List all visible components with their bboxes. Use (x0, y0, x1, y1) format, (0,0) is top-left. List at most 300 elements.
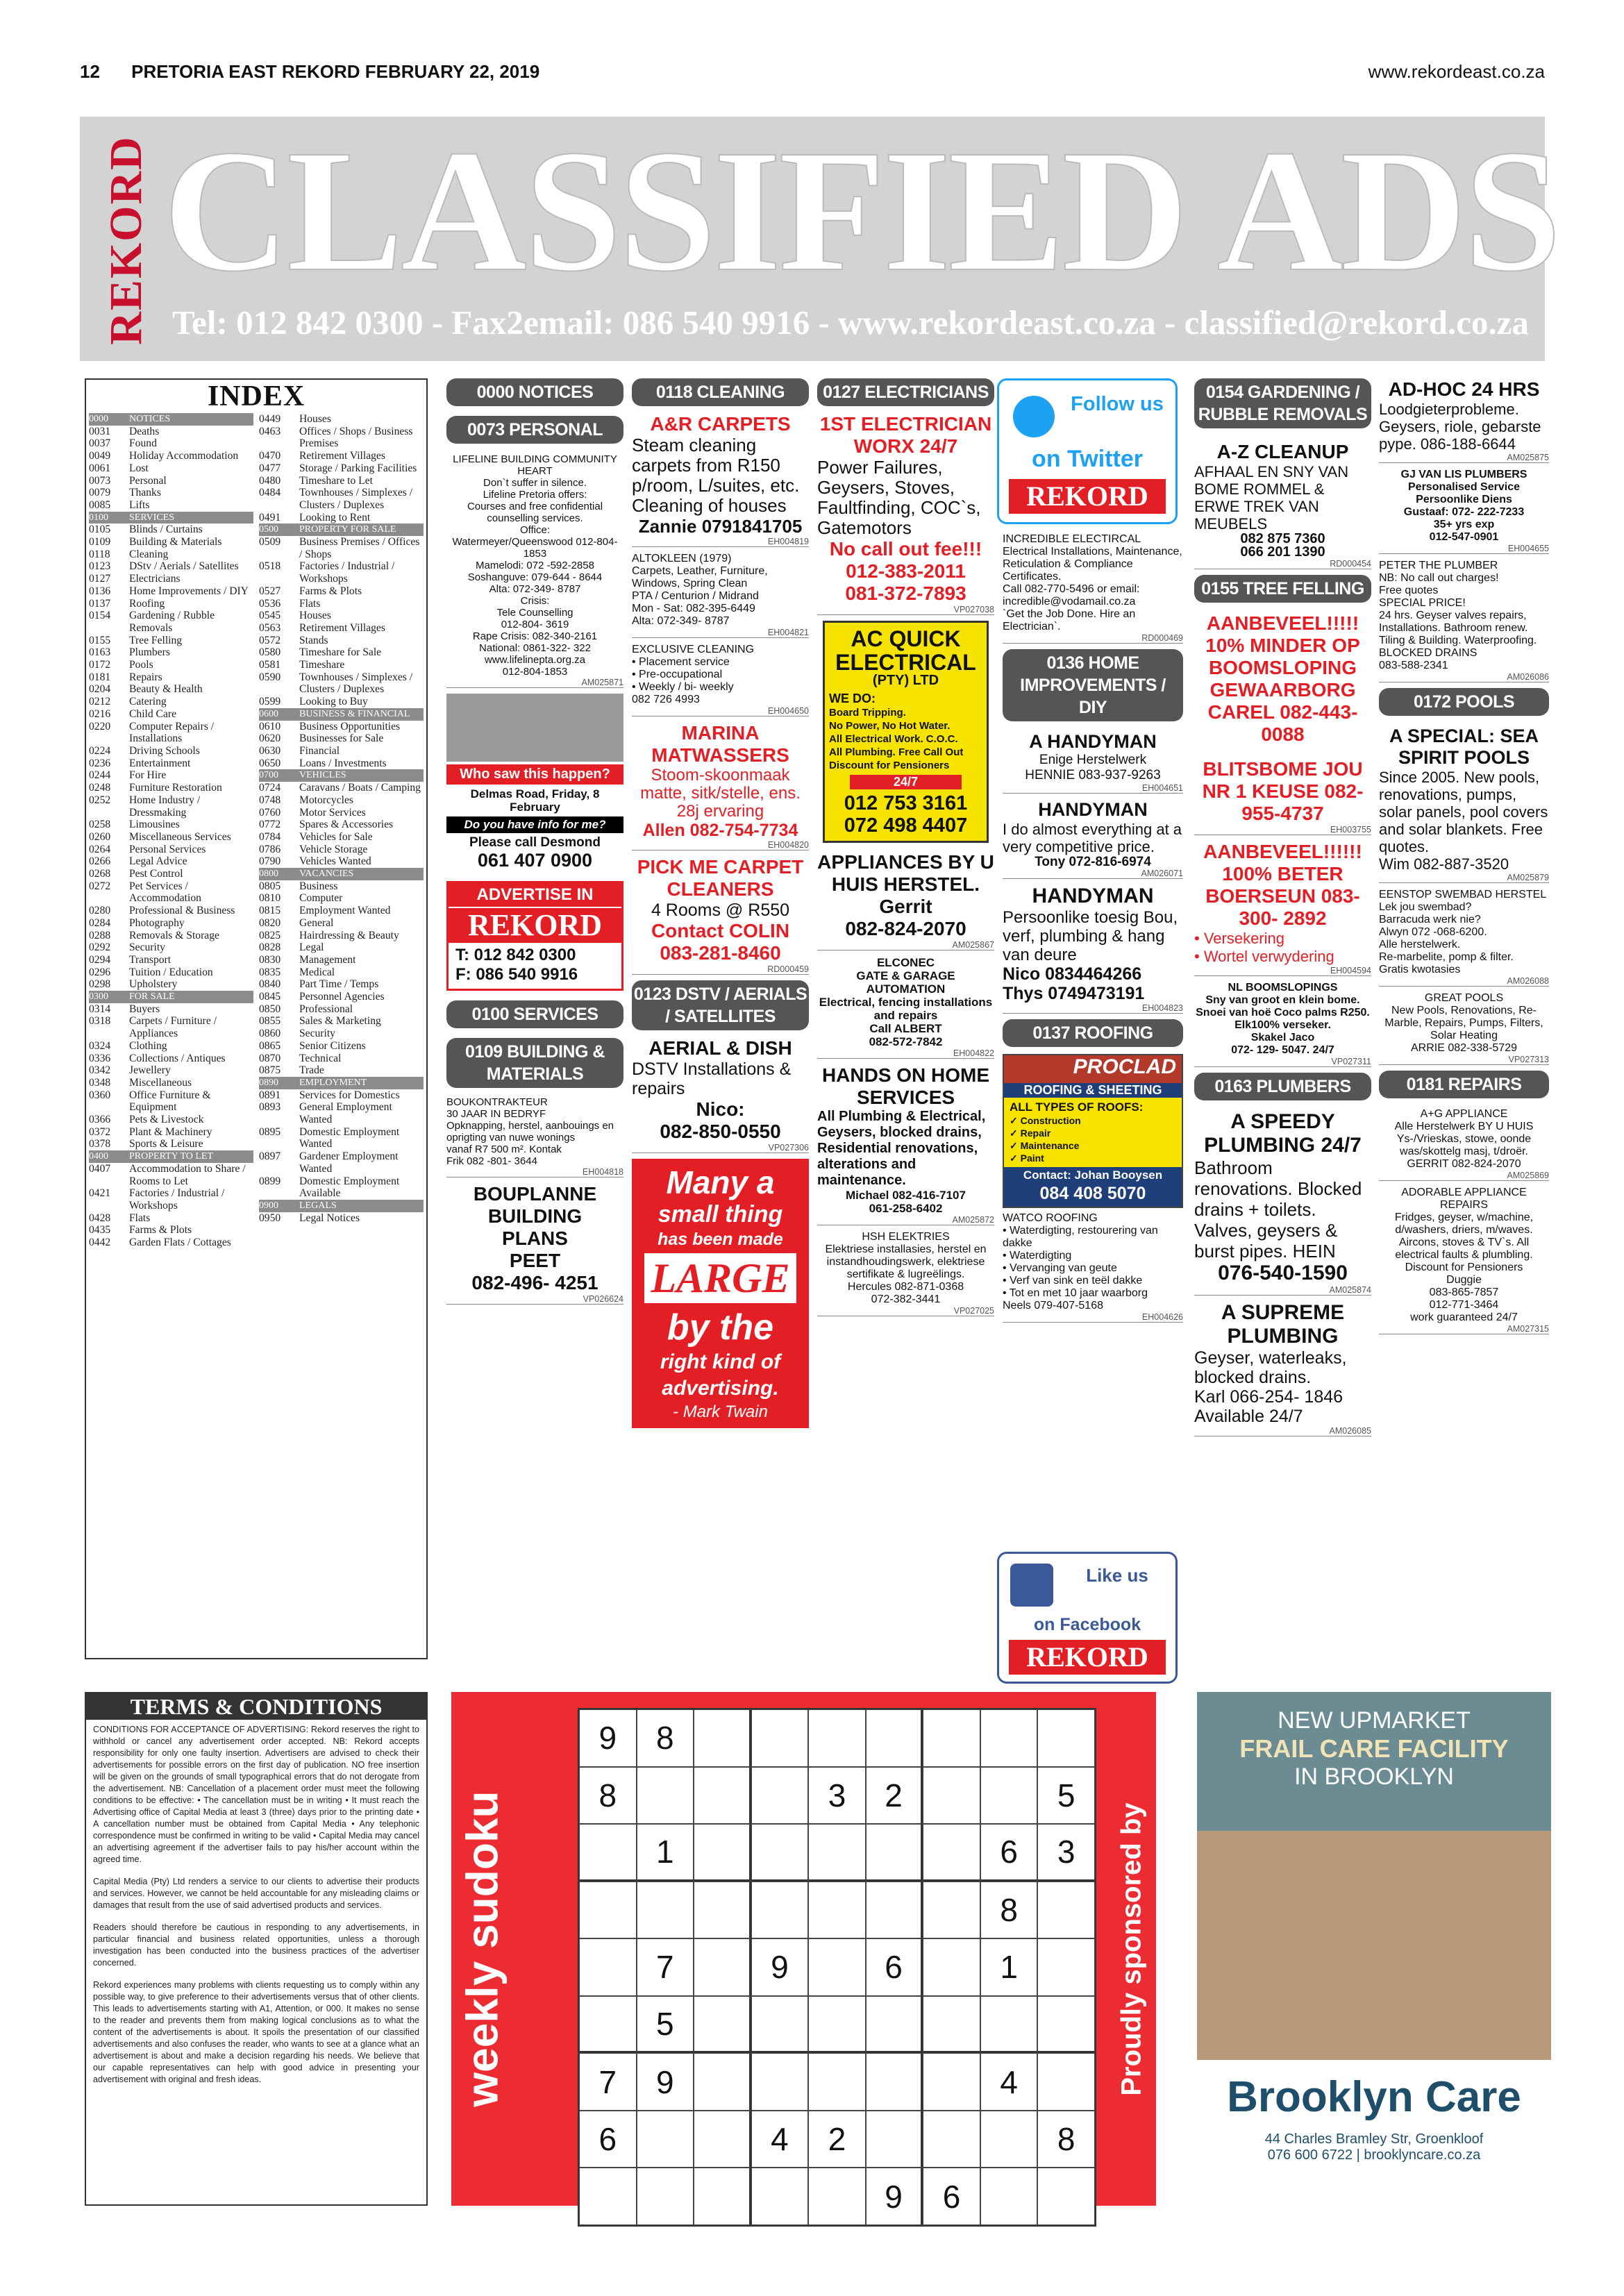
index-label: Trade (299, 1064, 324, 1077)
sudoku-cell[interactable]: 8 (1037, 2111, 1095, 2168)
index-row (259, 966, 424, 979)
sudoku-cell[interactable] (579, 1938, 637, 1996)
index-label: LEGALS (299, 1200, 337, 1211)
sudoku-cell[interactable] (694, 2053, 751, 2111)
index-code: 0860 (259, 1028, 281, 1040)
index-code: 0581 (259, 659, 281, 671)
sudoku-cell[interactable]: 8 (637, 1709, 694, 1767)
index-label: Catering (129, 696, 167, 708)
index-code: 0470 (259, 450, 281, 462)
a-handyman-title: A HANDYMAN (1029, 731, 1157, 752)
index-label: Miscellaneous Services (129, 830, 231, 843)
sudoku-cell[interactable]: 3 (808, 1767, 866, 1825)
sudoku-cell[interactable] (923, 1938, 980, 1996)
az-cleanup-title: A-Z CLEANUP (1216, 441, 1349, 462)
sudoku-cell[interactable] (808, 1996, 866, 2054)
index-label: Gardener Employment Wanted (299, 1150, 399, 1175)
sudoku-cell[interactable] (694, 1824, 751, 1882)
index-row (89, 1064, 253, 1077)
index-row (89, 721, 253, 745)
index-label: Part Time / Temps (299, 978, 379, 991)
index-code: 0372 (89, 1125, 111, 1138)
sudoku-cell[interactable] (923, 1767, 980, 1825)
index-label: Security (129, 941, 165, 954)
watco-ad: WATCO ROOFING • Waterdigting, restourering van dakke • Waterdigting • Vervanging van geute • Verf van sink en teël dakke • Tot en met 10 jaar waarborg Neels 079-407-5168 (1003, 1212, 1158, 1312)
adorable-ad: ADORABLE APPLIANCE REPAIRS Fridges, geyser, w/machine, d/washers, driers, m/waves. Aircons, stoves & TV`s. All electrical faults & plumbling. Discount for Pensioners Duggie 083-865-7857 012-771-3464 work guaranteed 24/7 (1394, 1187, 1534, 1323)
rekord-logo: REKORD (1009, 479, 1166, 514)
ad-code: VP027306 (632, 1143, 809, 1153)
index-code: 0123 (89, 560, 111, 573)
ad-code: VP027311 (1194, 1057, 1371, 1067)
index-code: 0136 (89, 585, 111, 597)
index-label: Retirement Villages (299, 621, 385, 634)
sudoku-cell[interactable]: 6 (866, 1938, 923, 1996)
follow-text: Follow us (1071, 393, 1164, 415)
index-row (259, 721, 424, 733)
section-header: 0109 BUILDING & MATERIALS (446, 1038, 623, 1088)
index-label: Security (299, 1028, 335, 1040)
index-label: Lifts (129, 498, 150, 511)
facebook-text: on Facebook (1033, 1615, 1141, 1634)
index-code: 0491 (259, 511, 281, 523)
ad-code: RD000459 (632, 964, 809, 975)
sudoku-grid (578, 1708, 1096, 2227)
ad-code: EH004822 (817, 1048, 994, 1059)
sudoku-cell[interactable]: 6 (980, 1824, 1038, 1882)
index-code: 0580 (259, 646, 281, 659)
column-electricians (817, 378, 994, 1322)
sudoku-cell[interactable] (694, 1767, 751, 1825)
sudoku-cell[interactable]: 2 (808, 2111, 866, 2168)
twain-quote (632, 1159, 809, 1428)
index-row (259, 585, 424, 598)
section-header: 0118 CLEANING (632, 378, 809, 406)
index-code: 0324 (89, 1039, 111, 1052)
facebook-promo[interactable] (997, 1552, 1178, 1684)
sudoku-cell[interactable] (808, 1709, 866, 1767)
index-label: Sports & Leisure (129, 1138, 203, 1150)
sudoku-cell[interactable]: 5 (637, 1996, 694, 2054)
sudoku-cell[interactable] (1037, 1709, 1095, 1767)
marina-phone: Allen 082-754-7734 (642, 821, 798, 840)
handyman2-title: HANDYMAN (1032, 885, 1154, 907)
sudoku-cell[interactable]: 4 (751, 2111, 809, 2168)
sudoku-cell[interactable]: 9 (751, 1938, 809, 1996)
sudoku-cell[interactable] (694, 2168, 751, 2225)
sudoku-cell[interactable]: 9 (866, 2168, 923, 2225)
index-code: 0509 (259, 536, 281, 548)
index-code: 0835 (259, 966, 281, 978)
terms-box (85, 1692, 428, 2206)
index-label: Pools (129, 659, 153, 671)
sudoku-cell[interactable] (808, 1882, 866, 1939)
index-code: 0828 (259, 941, 281, 954)
index-code: 0897 (259, 1150, 281, 1163)
index-code: 0212 (89, 696, 111, 708)
index-row (89, 598, 253, 610)
sudoku-cell[interactable] (866, 1882, 923, 1939)
index-column-2 (256, 413, 426, 1249)
sudoku-side-label: weekly sudoku (458, 1791, 508, 2107)
aerial-text: DSTV Installations & repairs (632, 1059, 792, 1098)
index-row (89, 573, 253, 585)
index-row (89, 1003, 253, 1016)
index-label: Tuition / Education (129, 966, 213, 978)
sudoku-cell[interactable] (923, 1709, 980, 1767)
sudoku-cell[interactable] (751, 2168, 809, 2225)
publication-title: PRETORIA EAST REKORD FEBRUARY 22, 2019 (131, 61, 540, 82)
index-row (259, 831, 424, 844)
index-code: 0061 (89, 462, 111, 474)
elconec-ad: ELCONEC GATE & GARAGE AUTOMATION Electrical, fencing installations and repairs Call ALBERT 082-572-7842 (819, 956, 993, 1048)
az-cleanup-text: AFHAAL EN SNY VAN BOME ROMMEL & ERWE TREK VAN MEUBELS (1194, 463, 1349, 533)
index-row (89, 757, 253, 770)
section-header: 0155 TREE FELLING (1194, 575, 1371, 603)
index-row (259, 892, 424, 905)
index-row (89, 1114, 253, 1126)
sudoku-cell[interactable] (866, 1709, 923, 1767)
classified-banner (80, 113, 1559, 361)
sudoku-cell[interactable] (1037, 1938, 1095, 1996)
index-label: Photography (129, 916, 185, 929)
index-code: 0600 (259, 708, 278, 719)
index-label: Professional & Business (129, 905, 235, 917)
index-row (89, 1089, 253, 1114)
advertise-fax: F: 086 540 9916 (455, 965, 578, 984)
sudoku-cell[interactable] (694, 1709, 751, 1767)
sudoku-cell[interactable] (694, 1938, 751, 1996)
index-row (89, 499, 253, 512)
index-label: VEHICLES (299, 770, 346, 781)
sudoku-cell[interactable] (866, 2053, 923, 2111)
ar-carpets-title: A&R CARPETS (650, 413, 791, 435)
index-row (89, 966, 253, 979)
index-code: 0280 (89, 905, 111, 917)
handyman2-text: Persoonlike toesig Bou, verf, plumbing & hang van deure (1003, 908, 1178, 964)
index-code: 0360 (89, 1089, 111, 1101)
sudoku-cell[interactable] (637, 2168, 694, 2225)
index-code: 0216 (89, 707, 111, 720)
index-label: Spares & Accessories (299, 819, 394, 831)
ad-code: AM026086 (1379, 672, 1549, 682)
sudoku-cell[interactable] (980, 1709, 1038, 1767)
index-label: Flats (299, 597, 321, 610)
index-code: 0825 (259, 929, 281, 941)
delmas-text: Delmas Road, Friday, 8 February (470, 787, 600, 814)
who-saw-heading: Who saw this happen? (446, 764, 623, 785)
sudoku-cell[interactable]: 6 (579, 2111, 637, 2168)
index-code: 0300 (89, 991, 108, 1003)
sudoku-cell[interactable] (923, 2053, 980, 2111)
index-code: 0772 (259, 819, 281, 831)
twitter-promo[interactable] (997, 378, 1178, 524)
index-label: Technical (299, 1052, 342, 1064)
index-label: Blinds / Curtains (129, 523, 203, 536)
index-row (259, 671, 424, 696)
index-code: 0900 (259, 1200, 278, 1211)
section-header: 0123 DSTV / AERIALS / SATELLITES (632, 980, 809, 1030)
index-code: 0895 (259, 1125, 281, 1138)
proclad-types: ALL TYPES OF ROOFS: (1010, 1100, 1144, 1114)
index-label: Thanks (129, 487, 161, 499)
sudoku-cell[interactable] (923, 1882, 980, 1939)
index-code: 0073 (89, 474, 111, 487)
index-code: 0268 (89, 868, 111, 880)
aanbeveel-ad: AANBEVEEL!!!!! 10% MINDER OP BOOMSLOPING GEWAARBORG CAREL 082-443-0088 (1205, 612, 1360, 745)
index-row (89, 831, 253, 844)
sudoku-cell[interactable] (923, 1996, 980, 2054)
sudoku-cell[interactable] (808, 1938, 866, 1996)
eenstop-ad: EENSTOP SWEMBAD HERSTEL Lek jou swembad? Barracuda werk nie? Alwyn 072 -068-6200. Alle herstelwerk. Re-marbelite, pomp & filter. Gratis kwotasies (1379, 889, 1547, 975)
sudoku-cell[interactable] (866, 1824, 923, 1882)
sea-spirit-title: A SPECIAL: SEA SPIRIT POOLS (1389, 726, 1539, 768)
sudoku-cell[interactable] (980, 1996, 1038, 2054)
supreme-text: Geyser, waterleaks, blocked drains. Karl 066-254- 1846 Available 24/7 (1194, 1348, 1347, 1426)
index-row (259, 1028, 424, 1040)
adhoc-text: Loodgieterprobleme. Geysers, riole, gebarste pype. 086-188-6644 (1379, 401, 1541, 453)
sudoku-cell[interactable] (923, 2111, 980, 2168)
proclad-title: PROCLAD (1004, 1055, 1182, 1083)
index-row (259, 487, 424, 511)
index-row (259, 757, 424, 770)
index-code: 0000 (89, 414, 108, 424)
index-row (259, 732, 424, 745)
sudoku-cell[interactable] (751, 1767, 809, 1825)
index-row (259, 560, 424, 585)
ac-quick-247: 24/7 (850, 775, 962, 789)
like-text: Like us (1086, 1565, 1148, 1586)
sudoku-cell[interactable] (1037, 1996, 1095, 2054)
sudoku-cell[interactable] (694, 1882, 751, 1939)
index-label: Sales & Marketing (299, 1015, 381, 1028)
index-row (89, 1224, 253, 1237)
index-row (259, 745, 424, 757)
index-label: Garden Flats / Cottages (129, 1237, 231, 1249)
index-code: 0865 (259, 1039, 281, 1052)
site-link[interactable]: www.rekordeast.co.za (1368, 61, 1545, 82)
ad-code: AM025875 (1379, 453, 1549, 463)
supreme-title: A SUPREME PLUMBING (1221, 1301, 1345, 1348)
twitter-text: on Twitter (1032, 446, 1143, 472)
altokleen-ad: ALTOKLEEN (1979) Carpets, Leather, Furniture, Windows, Spring Clean PTA / Centurion / Midrand Mon - Sat: 082-395-6449 Alta: 072-349- 8787 (632, 553, 768, 627)
marina-title: MARINA MATWASSERS (651, 722, 789, 766)
sudoku-cell[interactable] (808, 2053, 866, 2111)
index-label: Lost (129, 462, 149, 474)
sudoku-cell[interactable] (637, 2111, 694, 2168)
index-label: Offices / Shops / Business Premises (299, 425, 413, 450)
sudoku-cell[interactable] (866, 2111, 923, 2168)
first-electrician-title: 1ST ELECTRICIAN WORX 24/7 (819, 413, 992, 457)
index-code: 0085 (89, 498, 111, 511)
bouplanne-ad: BOUPLANNE BUILDING PLANS PEET 082-496- 4251 (471, 1183, 598, 1293)
index-row (89, 487, 253, 499)
index-row (259, 844, 424, 856)
index-label: For Hire (129, 769, 167, 782)
ad-code: AM025872 (817, 1215, 994, 1225)
index-code: 0480 (259, 474, 281, 487)
index-label: Farms & Plots (129, 1224, 192, 1237)
quote-line: Many a (666, 1164, 775, 1200)
sudoku-cell[interactable] (980, 2111, 1038, 2168)
index-row (89, 745, 253, 757)
index-label: Business (299, 880, 338, 892)
index-label: Employment Wanted (299, 905, 391, 917)
sudoku-cell[interactable] (866, 1996, 923, 2054)
sudoku-cell[interactable] (694, 2111, 751, 2168)
sudoku-cell[interactable]: 8 (579, 1767, 637, 1825)
ar-carpets-phone: Zannie 0791841705 (638, 516, 803, 537)
sudoku-cell[interactable] (579, 1996, 637, 2054)
index-code: 0850 (259, 1003, 281, 1015)
index-code: 0536 (259, 597, 281, 610)
sudoku-cell[interactable]: 3 (1037, 1824, 1095, 1882)
sudoku-cell[interactable]: 8 (980, 1882, 1038, 1939)
index-code: 0590 (259, 671, 281, 683)
index-row (89, 954, 253, 966)
index-label: Domestic Employment Available (299, 1175, 400, 1200)
sudoku-cell[interactable] (1037, 1882, 1095, 1939)
index-code: 0700 (259, 770, 278, 781)
adhoc-title: AD-HOC 24 HRS (1388, 378, 1540, 400)
index-label: Pet Services / Accommodation (129, 880, 201, 905)
index-label: NOTICES (129, 414, 171, 424)
index-row (89, 978, 253, 991)
a-handyman-text: Enige Herstelwerk HENNIE 083-937-9263 (1025, 753, 1161, 782)
sudoku-cell[interactable]: 9 (579, 1709, 637, 1767)
sudoku-cell[interactable] (637, 1882, 694, 1939)
hsh-ad: HSH ELEKTRIES Elektriese installasies, herstel en instandhoudingswerk, elektriese sertifikate & lugreëlings. Hercules 082-871-0368 072-382-3441 (825, 1231, 987, 1305)
index-row (259, 523, 424, 536)
brooklyn-heading: NEW UPMARKET (1278, 1707, 1471, 1734)
index-label: Furniture Restoration (129, 782, 222, 794)
index-code: 0294 (89, 953, 111, 966)
terms-paragraph: Rekord experiences many problems with clients requesting us to comply within any possible way, to give preference to their advertisements versus that of other clients. This leads to advertisements starting with A1, Attention, or 000. It makes no sense to the reader and prevents them from making logical conclusions as to what the content of the advertisements is about. It spoils the presentation of our classified advertisements and also confuses the reader, who wants to see at a glance what an advertisement is about and make a decision regarding his needs. We believe that our capable representatives can help with good advice in presenting your advertisement with original and fresh ideas. (93, 1980, 419, 2084)
index-row (259, 610, 424, 622)
index-row (89, 635, 253, 647)
hands-on-title: HANDS ON HOME SERVICES (821, 1064, 990, 1108)
index-label: Stands (299, 634, 328, 646)
index-label: Collections / Antiques (129, 1052, 226, 1064)
sudoku-cell[interactable] (751, 1882, 809, 1939)
index-label: Pest Control (129, 868, 183, 880)
sudoku-cell[interactable]: 7 (637, 1938, 694, 1996)
index-label: Plant & Machinery (129, 1125, 212, 1138)
section-header: 0000 NOTICES (446, 378, 623, 406)
index-row (259, 930, 424, 942)
index-row (259, 708, 424, 721)
index-code: 0527 (259, 585, 281, 597)
index-row (259, 1053, 424, 1065)
index-row (89, 512, 253, 524)
index-code: 0118 (89, 548, 110, 560)
sudoku-cell[interactable] (751, 2053, 809, 2111)
index-code: 0620 (259, 732, 281, 745)
section-header: 0136 HOME IMPROVEMENTS / DIY (1003, 649, 1183, 721)
brooklyn-phone[interactable]: 076 600 6722 | brooklyncare.co.za (1267, 2147, 1481, 2163)
index-label: General (299, 916, 334, 929)
index-label: Personnel Agencies (299, 991, 385, 1003)
sudoku-cell[interactable] (751, 1824, 809, 1882)
index-row (259, 782, 424, 794)
quote-line: small thing (658, 1201, 783, 1227)
sudoku-cell[interactable] (694, 1996, 751, 2054)
sudoku-cell[interactable] (980, 2168, 1038, 2225)
ad-code: EH004626 (1003, 1312, 1183, 1323)
sudoku-cell[interactable] (980, 1767, 1038, 1825)
sudoku-cell[interactable] (923, 1824, 980, 1882)
index-row (89, 1138, 253, 1150)
index-row (89, 523, 253, 536)
index-row (89, 683, 253, 696)
sudoku-cell[interactable]: 1 (637, 1824, 694, 1882)
ad-code: EH004823 (1003, 1003, 1183, 1014)
terms-paragraph: Readers should therefore be cautious in responding to any advertisements, in particular financial and business related opportunities, unless a thorough investigation has been conducted into the business practices of the advertiser concerned. (93, 1922, 419, 1968)
index-code: 0830 (259, 953, 281, 966)
quote-line: LARGE (644, 1253, 796, 1303)
index-label: Factories / Industrial / Workshops (299, 560, 395, 585)
index-label: Miscellaneous (129, 1076, 192, 1089)
sudoku-cell[interactable]: 4 (980, 2053, 1038, 2111)
index-code: 0181 (89, 671, 111, 683)
sudoku-cell[interactable]: 5 (1037, 1767, 1095, 1825)
index-row (259, 1077, 424, 1089)
index-label: Deaths (129, 425, 160, 437)
appliances-phone: Gerrit 082-824-2070 (845, 896, 966, 939)
index-label: Vehicles for Sale (299, 830, 373, 843)
index-code: 0950 (259, 1212, 281, 1224)
sudoku-cell[interactable] (808, 2168, 866, 2225)
index-row (89, 941, 253, 954)
index-row (259, 1003, 424, 1016)
sudoku-cell[interactable] (579, 1882, 637, 1939)
advertise-box (446, 881, 623, 991)
no-callout-text: No call out fee!!! (829, 538, 982, 560)
sudoku-cell[interactable] (579, 2168, 637, 2225)
index-code: 0336 (89, 1052, 111, 1064)
sudoku-cell[interactable] (1037, 2168, 1095, 2225)
sudoku-cell[interactable] (751, 1996, 809, 2054)
index-row (259, 1101, 424, 1125)
ad-code: EH004818 (446, 1167, 623, 1178)
index-code: 0260 (89, 830, 111, 843)
ad-code: VP027038 (817, 605, 994, 615)
sudoku-cell[interactable]: 9 (637, 2053, 694, 2111)
index-row (89, 905, 253, 917)
index-code: 0163 (89, 646, 111, 659)
sudoku-cell[interactable]: 2 (866, 1767, 923, 1825)
index-code: 0784 (259, 830, 281, 843)
index-label: Jewellery (129, 1064, 171, 1077)
ac-quick-phone: 012 753 3161 (844, 792, 968, 814)
index-row (259, 426, 424, 450)
ad-code: EH004650 (632, 706, 809, 717)
sudoku-cell[interactable]: 7 (579, 2053, 637, 2111)
sudoku-cell[interactable] (579, 1824, 637, 1882)
index-code: 0815 (259, 905, 281, 917)
sudoku-cell[interactable] (1037, 2053, 1095, 2111)
index-row (259, 917, 424, 930)
brooklyn-address: 44 Charles Bramley Str, Groenkloof (1264, 2131, 1484, 2147)
desmond-phone: 061 407 0900 (477, 850, 593, 871)
sudoku-cell[interactable] (637, 1767, 694, 1825)
index-row (259, 868, 424, 880)
sudoku-cell[interactable]: 1 (980, 1938, 1038, 1996)
sudoku-cell[interactable] (808, 1824, 866, 1882)
sudoku-cell[interactable] (751, 1709, 809, 1767)
index-label: Found (129, 437, 157, 450)
sudoku-cell[interactable]: 6 (923, 2168, 980, 2225)
section-header: 0154 GARDENING / RUBBLE REMOVALS (1194, 378, 1371, 428)
